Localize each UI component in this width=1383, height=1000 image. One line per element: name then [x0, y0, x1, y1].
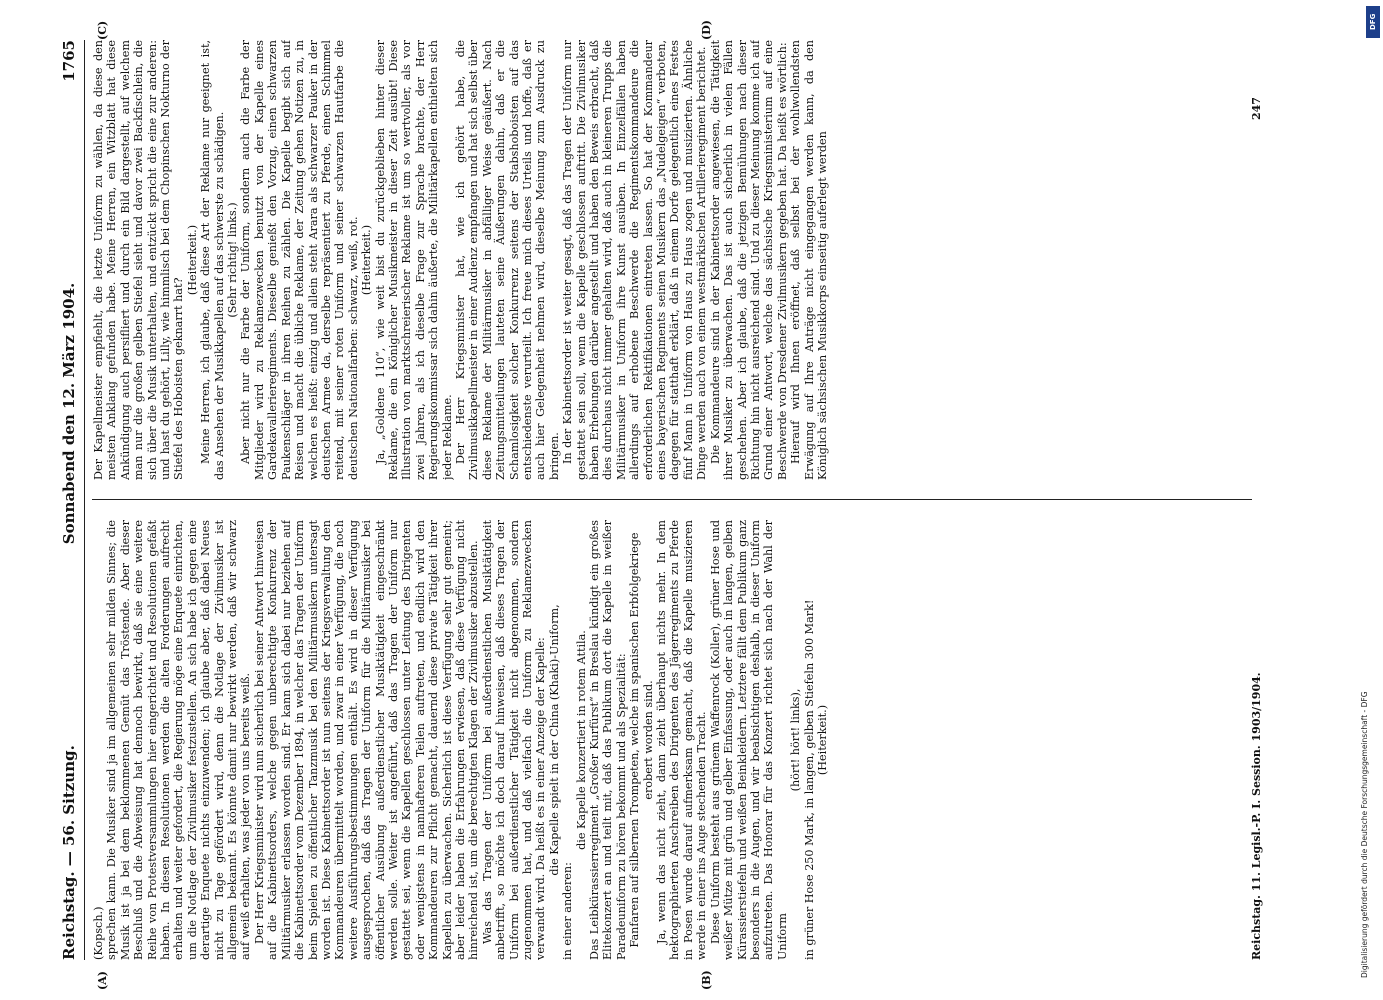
- quote: Fanfaren auf silbernen Trompeten, welche im spanischen Erbfolgekriege erobert worden sind.: [628, 532, 655, 948]
- paragraph: sprechen kann. Die Musiker sind ja im allgemeinen sehr milden Sinnes; die Musik ist ja bei dem beklommenen Gemüt das Tröstende. Aber dieser Beschluß und die Abweisung hat dennoch bewirkt, daß sie eine weitere Reihe von Protestversammlungen hier eingerichtet und Resolutionen gefaßt haben. In diesen Resolutionen werden die alten Forderungen aufrecht erhalten und weiter gefordert, die Regierung möge eine Enquete einrichten, um die Notlage der Zivilmusiker festzustellen. An sich habe ich gegen eine derartige Enquete nichts einzuwenden; ich glaube aber, daß dabei Neues nicht zu Tage gefördert wird, denn die Notlage der Zivilmusiker ist allgemein bekannt. Es könnte damit nur bewirkt werden, daß wir schwarz auf weiß erhalten, was jeder von uns bereits weiß.: [105, 520, 253, 960]
- paragraph: Was das Tragen der Uniform bei außerdienstlichen Musiktätigkeit anbetrifft, so möchte ich doch darauf hinweisen, daß dieses Tragen der Uniform bei außerdienstlicher Tätigkeit nicht abgenommen, sondern zugenommen hat, und daß vielfach die Uniform zu Reklamezwecken verwandt wird. Da heißt es in einer Anzeige der Kapelle:: [480, 520, 548, 960]
- quote: in grüner Hose 250 Mark, in langen, gelben Stiefeln 300 Mark!: [802, 599, 816, 960]
- page-footer: Reichstag. 11. Legisl.-P. I. Session. 1903/1904.: [1250, 672, 1263, 960]
- quote: Der Kapellmeister empfiehlt, die letzte Uniform zu wählen, da diese den meisten Anklang gefunden habe. Meine Herren, ein Witzblatt hat diese Ankündigung auch persifliert und durch ein Bild dargestellt, auf welchem man nur die großen gelben Stiefel sieht und davor zwei Backfischlein, die sich über die Musik unterhalten, und entzückt spricht die eine zur anderen: und hast du gehört, Lilly, wie himmlisch bei dem Chopinschen Nokturno der Stiefel des Hoboisten geknarrt hat?: [92, 40, 186, 480]
- interjection: (hört! hört! links),: [789, 688, 803, 792]
- paragraph: Meine Herren, ich glaube, daß diese Art der Reklame nur geeignet ist, das Ansehen der Musikkapellen auf das schwerste zu schädigen.: [199, 40, 226, 480]
- paragraph: Ja, „Goldene 110“, wie weit bist du zurückgeblieben hinter dieser Reklame, die ein Königlicher Musikmeister in dieser Zeit ausübt! Diese Illustration von marktschreierischer Reklame ist um so wertvoller, als vor zwei Jahren, als ich dieselbe Frage zur Sprache brachte, der Herr Regierungskommissar sich dahin äußerte, die Militärkapellen enthielten sich jeder Reklame.: [373, 40, 454, 480]
- paragraph: Das Leibkürassierregiment „Großer Kurfürst“ in Breslau kündigt ein großes Elitekonzert an und teilt mit, daß das Publikum dort die Kapelle in weißer Paradeuniform zu hören bekommt und als Spezialität:: [588, 520, 628, 960]
- paragraph: Der Herr Kriegsminister hat, wie ich gehört habe, die Zivilmusikkapellmeister in einer Audienz empfangen und hat sich selbst über diese Reklame der Militärmusiker in abfälliger Weise geäußert. Nach Zeitungsmitteilungen lauteten seine Äußerungen dahin, daß er die Schamlosigkeit solcher Konkurrenz seitens der Stabshoboisten auf das entschiedenste verurteilt. Ich freue mich dieses Urteils und hoffe, daß er auch hier Gelegenheit nehmen wird, dieselbe Meinung zum Ausdruck zu bringen.: [453, 40, 561, 480]
- interjection: (Heiterkeit.): [185, 224, 199, 296]
- interjection: (Sehr richtig! links.): [226, 202, 240, 318]
- header-left: Reichstag. — 56. Sitzung.: [60, 745, 78, 960]
- quote: die Kapelle spielt in der China (Khaki)-Uniform,: [547, 604, 561, 876]
- paragraph: Aber nicht nur die Farbe der Uniform, sondern auch die Farbe der Mitglieder wird zu Reklamezwecken benutzt von der Kapelle eines Gardekavallerieregiments. Dieselbe genießt den Vorzug, einen schwarzen Paukenschläger in ihren Reihen zu zählen. Die Kapelle begibt sich auf Reisen und macht die übliche Reklame, der Zeitung gehen Notizen zu, in welchen es heißt: einzig und allein steht Arara als schwarzer Pauker in der deutschen Armee da, derselbe repräsentiert zu Pferde, einen Schimmel reitend, mit seiner roten Uniform und seiner schwarzen Hautfarbe die deutschen Nationalfarben: schwarz, weiß, rot.: [239, 40, 360, 480]
- paragraph: Der Herr Kriegsminister wird nun sicherlich bei seiner Antwort hinweisen auf die Kabinettsorders, welche gegen unberechtigte Konkurrenz der Militärmusiker erlassen worden sind. Er kann sich dabei nur beziehen auf die Kabinettsorder vom Dezember 1894, in welcher das Tragen der Uniform beim Spielen zu öffentlicher Tanzmusik bei den Militärmusikern untersagt worden ist. Diese Kabinettsorder ist nun seitens der Kriegsverwaltung den Kommandeuren übermittelt worden, und zwar in einer Verfügung, die noch weitere Ausführungsbestimmungen enthält. Es wird in dieser Verfügung ausgesprochen, daß das Tragen der Uniform für die Militärmusiker bei öffentlicher Ausübung außerdienstlicher Musiktätigkeit eingeschränkt werden solle. Weiter ist angeführt, daß das Tragen der Uniform nur gestattet sei, wenn die Kapellen geschlossen unter Leitung des Dirigenten oder wenigstens in namhafteren Teilen auftreten, und endlich wird den Kommandeuren zur Pflicht gemacht, dauernd diese private Tätigkeit ihrer Kapellen zu überwachen. Sicherlich ist diese Verfügung sehr gut gemeint; aber leider haben die Erfahrungen erwiesen, daß diese Verfügung nicht hinreichend ist, um die berechtigten Klagen der Zivilmusiker abzustellen.: [252, 520, 481, 960]
- header-date: Sonnabend den 12. März 1904.: [60, 282, 78, 545]
- column-divider: [92, 499, 1252, 500]
- speaker-label: (Kopsch.): [92, 906, 105, 960]
- quote: die Kapelle konzertiert in rotem Attila.: [574, 630, 588, 850]
- interjection: (Heiterkeit.): [815, 704, 829, 776]
- digitization-note: Digitalisierung gefördert durch die Deutsche Forschungsgemeinschaft - DFG: [1360, 691, 1369, 978]
- page-header: [60, 40, 85, 960]
- margin-mark-b: (B): [700, 970, 713, 990]
- paragraph: in einer anderen:: [561, 862, 575, 960]
- quote: Hierauf wird Ihnen eröffnet, daß selbst bei der wohlwollendsten Erwägung auf Ihre Anträge nicht eingegangen werden kann, da den Königlich sächsischen Musikkorps einseitig auferlegt werden: [789, 40, 829, 480]
- paragraph: Ja, wenn das nicht zieht, dann zieht überhaupt nichts mehr. In dem hektographierten Anschreiben des Dirigenten des Jägerregiments zu Pferde in Posen wurde darauf aufmerksam gemacht, daß die Kapelle musizieren werde in einer ins Auge stechenden Tracht.: [655, 520, 709, 960]
- sheet-number: 247: [1250, 97, 1263, 120]
- quote: Diese Uniform besteht aus grünem Waffenrock (Koller), grüner Hose und weißer Mütze mit grün und gelber Einfassung, oder auch in langen, gelben Kürassierstiefeln und weißen Beinkleidern. Letztere fällt dem Publikum ganz besonders in die Augen, und wir beabsichtigen deshalb, in dieser Uniform aufzutreten. Das Honorar für das Konzert richtet sich nach der Wahl der Uniform: [708, 520, 789, 960]
- margin-mark-d: (D): [700, 20, 713, 40]
- margin-mark-a: (A): [96, 971, 109, 990]
- paragraph: In der Kabinettsorder ist weiter gesagt, daß das Tragen der Uniform nur gestattet sein soll, wenn die Kapelle geschlossen auftritt. Die Zivilmusiker haben Erhebungen darüber angestellt und haben den Beweis erbracht, daß dies durchaus nicht immer gehalten wird, daß auch in kleineren Trupps die Militärmusiker in Uniform ihre Kunst ausüben. In Einzelfällen haben allerdings auf erhobene Beschwerde die Regimentskommandeure die erforderlichen Rektifikationen eintreten lassen. So hat der Kommandeur eines bayerischen Regiments seinen Musikern das „Nudelgeigen“ verboten, dagegen für statthaft erklärt, daß in einem Dorfe gelegentlich eines Festes fünf Mann in Uniform von Haus zu Haus zogen und musizierten. Ähnliche Dinge werden auch von einem westmärkischen Artillerieregiment berichtet.: [561, 40, 709, 480]
- interjection: (Heiterkeit.): [360, 224, 374, 296]
- paragraph: Die Kommandeure sind in der Kabinettsorder angewiesen, die Tätigkeit ihrer Musiker zu überwachen. Das ist auch sicherlich in vielen Fällen geschehen. Aber ich glaube, daß die jetzigen Bemühungen nach dieser Richtung hin nicht ausreichend sind. Und zu dieser Meinung komme ich auf Grund einer Antwort, welche das sächsische Kriegsministerium auf eine Beschwerde von Dresdener Zivilmusikern gegeben hat. Da heißt es wörtlich:: [708, 40, 789, 480]
- margin-mark-c: (C): [96, 20, 109, 40]
- dfg-logo: DFG: [1366, 6, 1380, 38]
- column-left: [92, 520, 1292, 960]
- page-number: 1765: [60, 40, 78, 82]
- column-right: [92, 40, 1292, 480]
